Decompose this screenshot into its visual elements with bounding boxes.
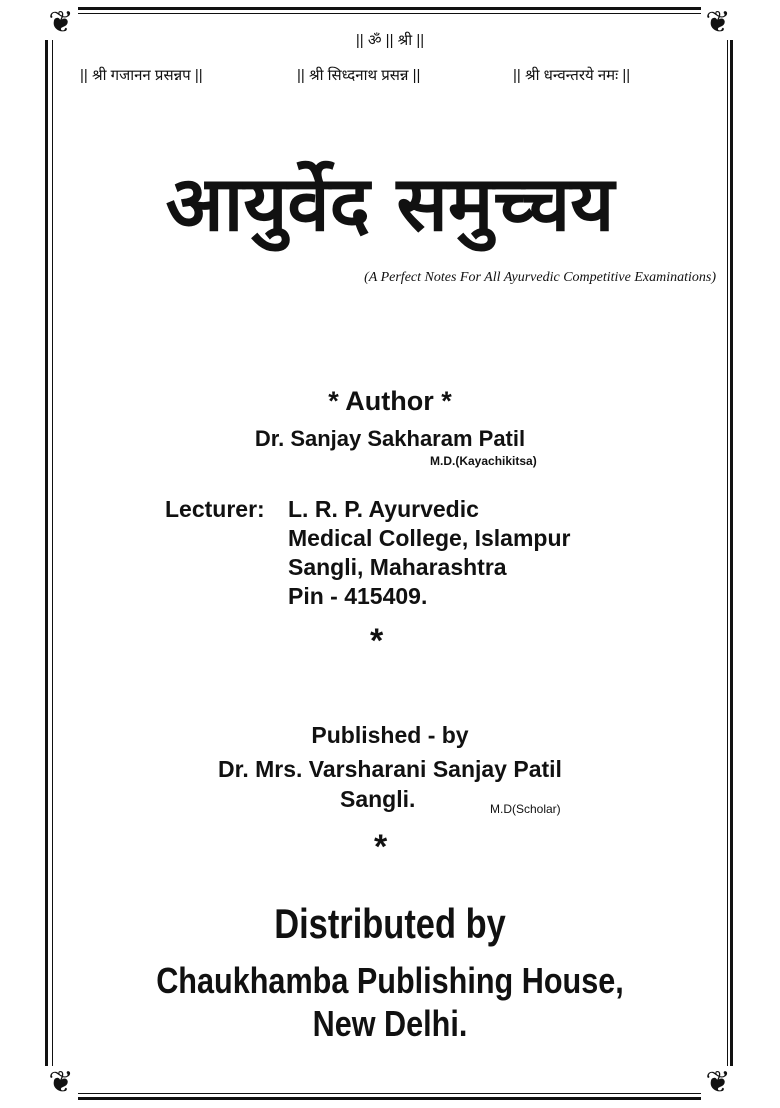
separator-asterisk: *	[370, 622, 384, 660]
publisher-heading: Published - by	[311, 722, 469, 748]
invocation: || ॐ || श्री ||	[355, 32, 425, 49]
corner-ornament-icon: ❦	[44, 1066, 78, 1100]
blessing-2: || श्री सिध्दनाथ प्रसन्न ||	[297, 67, 421, 84]
blessing-3: || श्री धन्वन्तरये नमः ||	[513, 67, 631, 84]
address-line: Pin - 415409.	[288, 583, 428, 609]
separator-asterisk: *	[374, 828, 388, 866]
blessing-1: || श्री गजानन प्रसन्नप ||	[80, 67, 203, 84]
publisher-degree: M.D(Scholar)	[490, 802, 561, 816]
address-line: Medical College, Islampur	[288, 525, 571, 551]
corner-ornament-icon: ❦	[701, 1066, 735, 1100]
author-degree: M.D.(Kayachikitsa)	[430, 454, 537, 468]
distributor-heading: Distributed by	[274, 900, 506, 947]
distributor-name: Chaukhamba Publishing House,	[156, 960, 624, 1001]
subtitle: (A Perfect Notes For All Ayurvedic Competitive Examinations)	[364, 270, 716, 285]
distributor-place: New Delhi.	[312, 1003, 468, 1044]
address-line: L. R. P. Ayurvedic	[288, 496, 479, 522]
book-title: आयुर्वेद समुच्चय	[165, 159, 615, 248]
publisher-place: Sangli.	[340, 786, 416, 812]
corner-ornament-icon: ❦	[44, 6, 78, 40]
position-label: Lecturer:	[165, 496, 265, 522]
address-line: Sangli, Maharashtra	[288, 554, 507, 580]
author-name: Dr. Sanjay Sakharam Patil	[254, 426, 526, 451]
author-heading: * Author *	[328, 386, 452, 416]
corner-ornament-icon: ❦	[701, 6, 735, 40]
publisher-name: Dr. Mrs. Varsharani Sanjay Patil	[218, 756, 562, 782]
